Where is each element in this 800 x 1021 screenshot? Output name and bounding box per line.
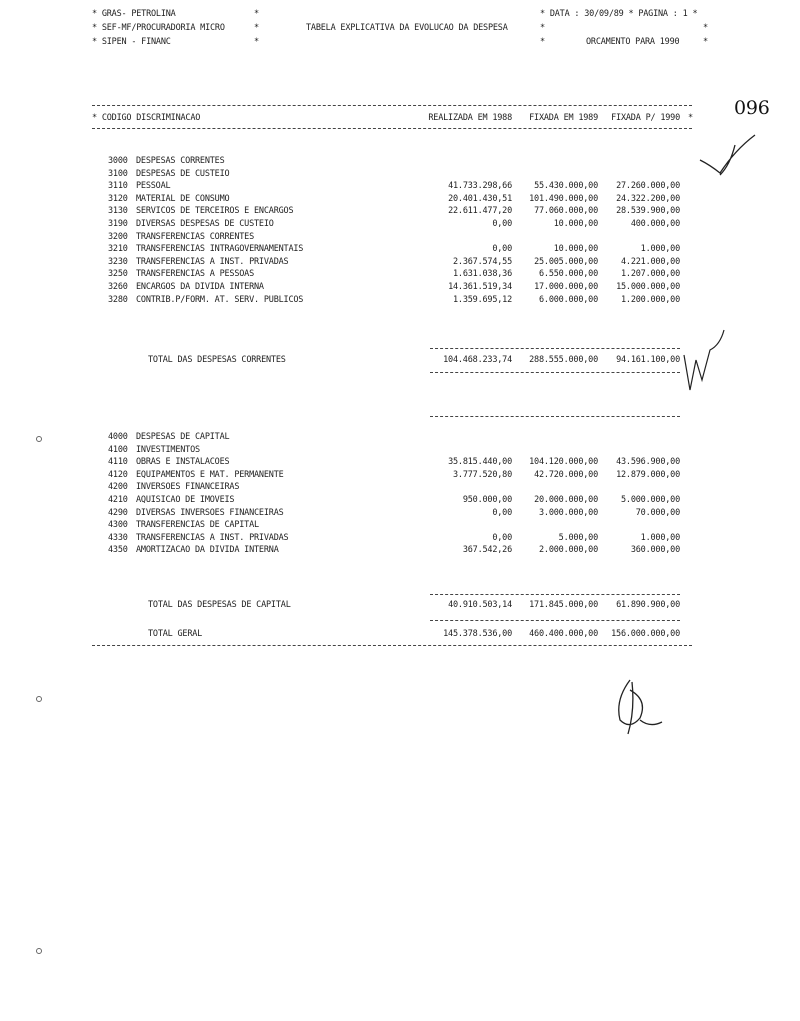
row-description: TRANSFERENCIAS A INST. PRIVADAS bbox=[136, 532, 289, 543]
handwritten-marks-icon bbox=[680, 115, 800, 415]
header-sep: * bbox=[254, 9, 259, 19]
budget-year: ORCAMENTO PARA 1990 bbox=[586, 37, 680, 47]
row-description: OBRAS E INSTALACOES bbox=[136, 457, 230, 468]
row-value-1990: 70.000,00 bbox=[635, 507, 680, 518]
header-org-line-1: * GRAS- PETROLINA bbox=[92, 9, 176, 19]
total-value-1988: 104.468.233,74 bbox=[443, 355, 512, 365]
row-description: DESPESAS DE CAPITAL bbox=[136, 432, 230, 442]
punch-hole-icon bbox=[36, 948, 42, 954]
row-code: 3200 bbox=[108, 231, 128, 242]
total-value-1989: 288.555.000,00 bbox=[529, 355, 598, 365]
row-code: 3130 bbox=[108, 206, 128, 217]
row-value-1989: 2.000.000,00 bbox=[538, 545, 598, 556]
row-value-1989: 101.490.000,00 bbox=[529, 193, 598, 204]
row-description: INVESTIMENTOS bbox=[136, 444, 200, 455]
column-realizada-header: REALIZADA EM 1988 bbox=[428, 113, 512, 123]
row-code: 3100 bbox=[108, 168, 128, 179]
header-sep: * bbox=[254, 23, 259, 33]
row-value-1988: 14.361.519,34 bbox=[448, 282, 512, 292]
row-value-1989: 25.005.000,00 bbox=[534, 256, 598, 267]
row-value-1988: 3.777.520,80 bbox=[452, 469, 512, 480]
page-stamp-number: 096 bbox=[734, 97, 770, 119]
row-value-1990: 28.539.900,00 bbox=[616, 206, 680, 217]
row-value-1989: 10.000,00 bbox=[553, 244, 598, 255]
row-code: 3190 bbox=[108, 219, 128, 229]
row-description: DIVERSAS DESPESAS DE CUSTEIO bbox=[136, 219, 274, 229]
table-bottom-rule bbox=[92, 645, 692, 646]
header-org-line-2: * SEF-MF/PROCURADORIA MICRO bbox=[92, 23, 225, 33]
row-description: PESSOAL bbox=[136, 181, 171, 192]
row-code: 4290 bbox=[108, 507, 128, 518]
row-value-1988: 1.359.695,12 bbox=[452, 294, 512, 305]
row-value-1990: 360.000,00 bbox=[630, 545, 680, 556]
row-value-1990: 4.221.000,00 bbox=[620, 256, 680, 267]
total-rule bbox=[430, 372, 680, 373]
table-row bbox=[0, 520, 800, 532]
row-value-1988: 2.367.574,55 bbox=[452, 256, 512, 267]
row-value-1990: 12.879.000,00 bbox=[616, 469, 680, 480]
row-code: 4300 bbox=[108, 520, 128, 531]
header-org-line-3: * SIPEN - FINANC bbox=[92, 37, 171, 47]
row-value-1989: 6.000.000,00 bbox=[538, 294, 598, 305]
header-sep: * bbox=[688, 113, 693, 123]
row-code: 3260 bbox=[108, 282, 128, 292]
total-geral-label: TOTAL GERAL bbox=[148, 629, 203, 639]
row-description: MATERIAL DE CONSUMO bbox=[136, 193, 230, 204]
row-description: TRANSFERENCIAS CORRENTES bbox=[136, 231, 255, 242]
row-code: 4210 bbox=[108, 495, 128, 505]
row-code: 4350 bbox=[108, 545, 128, 556]
punch-hole-icon bbox=[36, 436, 42, 442]
table-row bbox=[0, 495, 800, 507]
total-label: TOTAL DAS DESPESAS DE CAPITAL bbox=[148, 600, 291, 610]
section-rule bbox=[430, 416, 680, 417]
column-fixada-1989-header: FIXADA EM 1989 bbox=[529, 113, 598, 123]
row-value-1988: 1.631.038,36 bbox=[452, 269, 512, 280]
row-value-1990: 43.596.900,00 bbox=[616, 457, 680, 468]
row-value-1990: 24.322.200,00 bbox=[616, 193, 680, 204]
row-value-1989: 42.720.000,00 bbox=[534, 469, 598, 480]
table-row bbox=[0, 533, 800, 545]
row-code: 4100 bbox=[108, 444, 128, 455]
row-description: INVERSOES FINANCEIRAS bbox=[136, 482, 240, 493]
header-sep: * bbox=[703, 23, 708, 33]
row-value-1988: 22.611.477,20 bbox=[448, 206, 512, 217]
row-code: 3230 bbox=[108, 256, 128, 267]
row-value-1989: 6.550.000,00 bbox=[538, 269, 598, 280]
header-sep: * bbox=[703, 37, 708, 47]
row-value-1990: 1.207.000,00 bbox=[620, 269, 680, 280]
row-description: EQUIPAMENTOS E MAT. PERMANENTE bbox=[136, 469, 284, 480]
column-header-bottom-rule bbox=[92, 128, 692, 129]
row-value-1988: 367.542,26 bbox=[462, 545, 512, 556]
row-code: 3250 bbox=[108, 269, 128, 280]
row-value-1989: 77.060.000,00 bbox=[534, 206, 598, 217]
row-value-1990: 15.000.000,00 bbox=[616, 282, 680, 292]
total-value-1990: 94.161.100,00 bbox=[616, 355, 680, 365]
row-code: 3000 bbox=[108, 156, 128, 166]
table-row bbox=[0, 508, 800, 520]
row-description: DESPESAS CORRENTES bbox=[136, 156, 225, 166]
total-rule bbox=[430, 620, 680, 621]
subtotal-rule bbox=[430, 594, 680, 595]
row-value-1989: 20.000.000,00 bbox=[534, 495, 598, 505]
row-code: 3120 bbox=[108, 193, 128, 204]
row-value-1988: 950.000,00 bbox=[462, 495, 512, 505]
row-description: TRANSFERENCIAS INTRAGOVERNAMENTAIS bbox=[136, 244, 304, 255]
column-code-desc-header: * CODIGO DISCRIMINACAO bbox=[92, 113, 201, 123]
row-value-1989: 10.000,00 bbox=[553, 219, 598, 229]
row-value-1989: 5.000,00 bbox=[558, 532, 598, 543]
total-value-1990: 61.890.900,00 bbox=[616, 600, 680, 610]
row-description: CONTRIB.P/FORM. AT. SERV. PUBLICOS bbox=[136, 294, 304, 305]
row-description: TRANSFERENCIAS DE CAPITAL bbox=[136, 520, 259, 531]
row-value-1990: 400.000,00 bbox=[630, 219, 680, 229]
table-row bbox=[0, 432, 800, 444]
row-description: DESPESAS DE CUSTEIO bbox=[136, 168, 230, 179]
table-row bbox=[0, 482, 800, 494]
table-row bbox=[0, 470, 800, 482]
total-geral-1988: 145.378.536,00 bbox=[443, 629, 512, 639]
row-value-1990: 1.000,00 bbox=[640, 244, 680, 255]
row-code: 3280 bbox=[108, 294, 128, 305]
date-page-line: * DATA : 30/09/89 * PAGINA : 1 * bbox=[540, 9, 698, 19]
row-description: AQUISICAO DE IMOVEIS bbox=[136, 495, 235, 505]
row-description: TRANSFERENCIAS A INST. PRIVADAS bbox=[136, 256, 289, 267]
table-top-rule bbox=[92, 105, 692, 106]
row-description: DIVERSAS INVERSOES FINANCEIRAS bbox=[136, 507, 284, 518]
signature-icon bbox=[600, 670, 670, 740]
row-code: 4200 bbox=[108, 482, 128, 493]
row-code: 4000 bbox=[108, 432, 128, 442]
row-code: 3210 bbox=[108, 244, 128, 255]
row-value-1988: 0,00 bbox=[492, 507, 512, 518]
row-description: TRANSFERENCIAS A PESSOAS bbox=[136, 269, 255, 280]
row-value-1988: 20.401.430,51 bbox=[448, 193, 512, 204]
row-description: ENCARGOS DA DIVIDA INTERNA bbox=[136, 282, 264, 292]
row-value-1990: 5.000.000,00 bbox=[620, 495, 680, 505]
table-row bbox=[0, 545, 800, 557]
row-value-1988: 0,00 bbox=[492, 532, 512, 543]
column-fixada-1990-header: FIXADA P/ 1990 bbox=[611, 113, 680, 123]
row-value-1989: 104.120.000,00 bbox=[529, 457, 598, 468]
row-value-1988: 0,00 bbox=[492, 244, 512, 255]
total-label: TOTAL DAS DESPESAS CORRENTES bbox=[148, 355, 286, 365]
total-geral-1990: 156.000.000,00 bbox=[611, 629, 680, 639]
document-title: TABELA EXPLICATIVA DA EVOLUCAO DA DESPESA bbox=[306, 23, 508, 33]
table-row bbox=[0, 445, 800, 457]
row-description: AMORTIZACAO DA DIVIDA INTERNA bbox=[136, 545, 279, 556]
row-value-1989: 3.000.000,00 bbox=[538, 507, 598, 518]
row-value-1988: 0,00 bbox=[492, 219, 512, 229]
subtotal-rule bbox=[430, 348, 680, 349]
total-geral-row bbox=[0, 629, 800, 641]
row-code: 3110 bbox=[108, 181, 128, 192]
row-description: SERVICOS DE TERCEIROS E ENCARGOS bbox=[136, 206, 294, 217]
header-sep: * bbox=[540, 37, 545, 47]
row-code: 4330 bbox=[108, 532, 128, 543]
row-value-1989: 55.430.000,00 bbox=[534, 181, 598, 192]
row-value-1989: 17.000.000,00 bbox=[534, 282, 598, 292]
total-value-1988: 40.910.503,14 bbox=[448, 600, 512, 610]
header-sep: * bbox=[254, 37, 259, 47]
row-value-1988: 35.815.440,00 bbox=[448, 457, 512, 468]
row-value-1990: 1.200.000,00 bbox=[620, 294, 680, 305]
total-geral-1989: 460.400.000,00 bbox=[529, 629, 598, 639]
header-sep: * bbox=[540, 23, 545, 33]
row-value-1990: 27.260.000,00 bbox=[616, 181, 680, 192]
row-code: 4120 bbox=[108, 469, 128, 480]
total-capital-row bbox=[0, 600, 800, 612]
row-value-1988: 41.733.298,66 bbox=[448, 181, 512, 192]
total-value-1989: 171.845.000,00 bbox=[529, 600, 598, 610]
table-row bbox=[0, 457, 800, 469]
row-code: 4110 bbox=[108, 457, 128, 468]
row-value-1990: 1.000,00 bbox=[640, 532, 680, 543]
punch-hole-icon bbox=[36, 696, 42, 702]
